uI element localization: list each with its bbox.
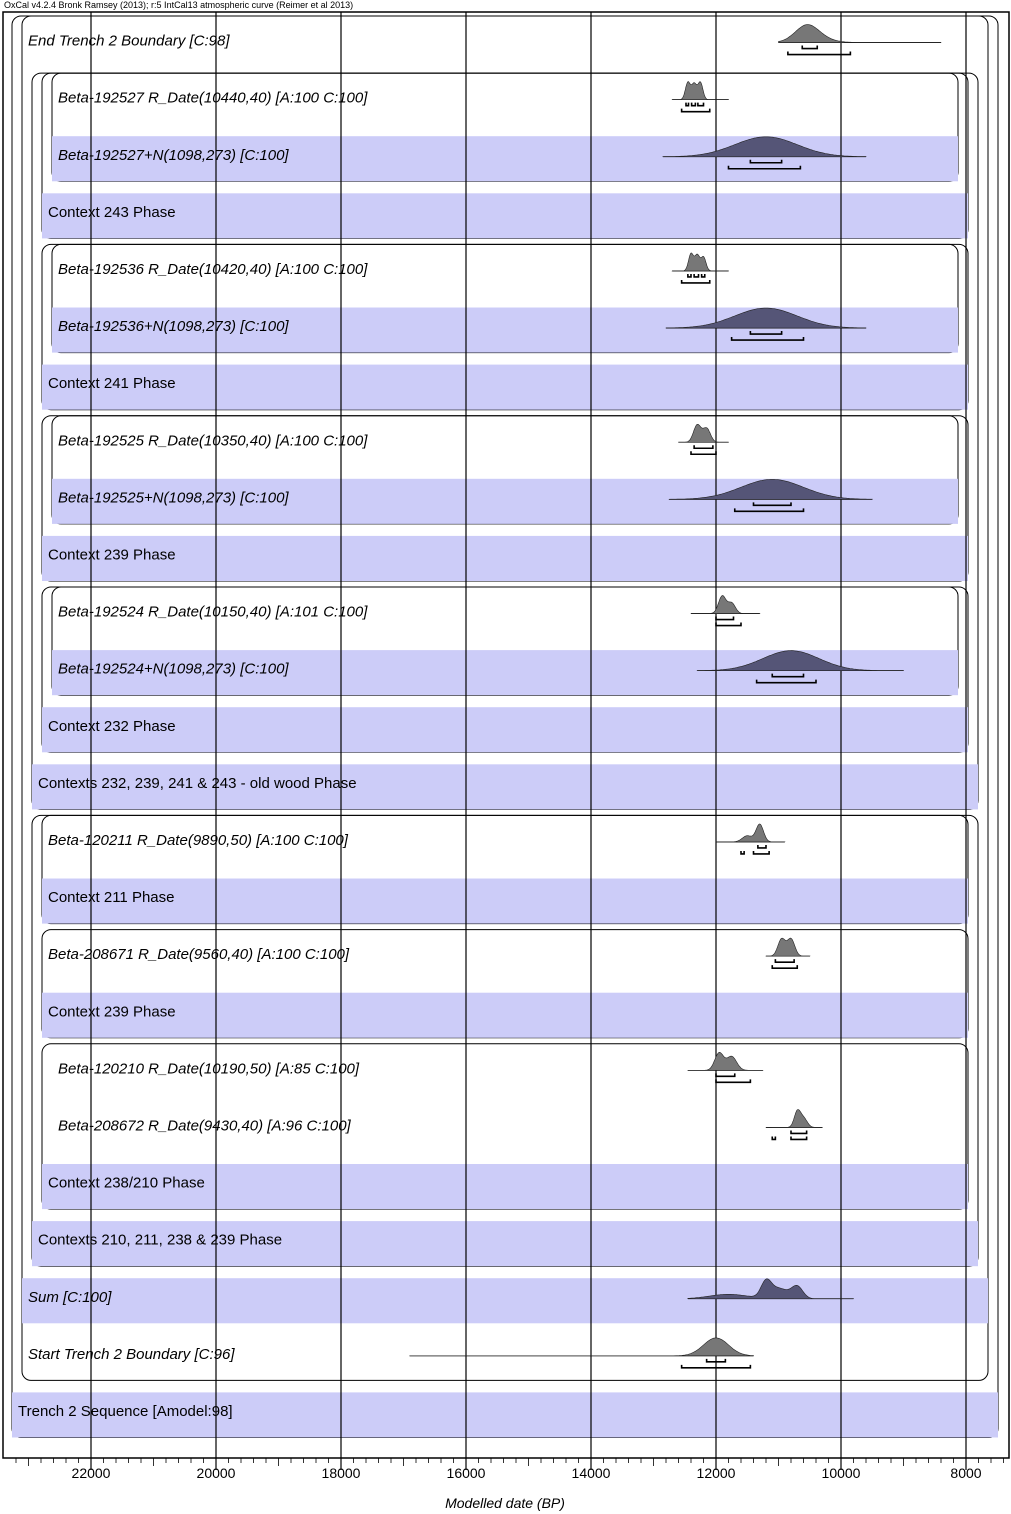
x-tick-label: 14000 xyxy=(571,1465,611,1481)
row-label: Sum [C:100] xyxy=(28,1288,112,1306)
x-tick-label: 18000 xyxy=(321,1465,361,1481)
dist-shape xyxy=(679,424,729,442)
dist-shape xyxy=(688,1052,763,1070)
row-shade xyxy=(42,536,968,581)
row-label: Beta-192524+N(1098,273) [C:100] xyxy=(58,660,289,678)
range-bracket xyxy=(716,1073,735,1076)
row-shade xyxy=(42,365,968,410)
row-label: Contexts 210, 211, 238 & 239 Phase xyxy=(38,1231,283,1249)
dist-shape xyxy=(672,253,728,271)
header-text: OxCal v4.2.4 Bronk Ramsey (2013); r:5 IntCal13 atmospheric curve (Reimer et al 2013) xyxy=(4,0,354,10)
x-axis-title: Modelled date (BP) xyxy=(445,1495,565,1511)
row-label: Trench 2 Sequence [Amodel:98] xyxy=(18,1402,233,1420)
row-label: Context 238/210 Phase xyxy=(48,1174,205,1192)
row-label: Beta-120210 R_Date(10190,50) [A:85 C:100] xyxy=(58,1060,360,1078)
row-label: Context 211 Phase xyxy=(48,889,175,907)
row-label: Context 241 Phase xyxy=(48,375,176,393)
x-tick-label: 20000 xyxy=(196,1465,236,1481)
row-label: Context 243 Phase xyxy=(48,203,176,221)
dist-shape xyxy=(410,1338,754,1356)
range-bracket xyxy=(716,617,734,620)
range-bracket xyxy=(716,1079,750,1082)
range-bracket xyxy=(791,1136,807,1139)
row-label: Beta-208672 R_Date(9430,40) [A:96 C:100] xyxy=(58,1117,351,1135)
row-label: Beta-192524 R_Date(10150,40) [A:101 C:100] xyxy=(58,603,368,621)
dist-shape xyxy=(691,596,760,614)
range-bracket xyxy=(802,46,817,49)
range-bracket xyxy=(758,845,766,848)
range-bracket xyxy=(698,103,704,106)
x-tick-label: 12000 xyxy=(696,1465,736,1481)
row-label: Beta-192536+N(1098,273) [C:100] xyxy=(58,318,289,336)
row-label: Context 239 Phase xyxy=(48,546,176,564)
row-label: Beta-120211 R_Date(9890,50) [A:100 C:100] xyxy=(48,831,348,849)
range-bracket xyxy=(694,274,698,277)
range-bracket xyxy=(791,1130,807,1133)
dist-shape xyxy=(716,824,785,842)
row-shade xyxy=(42,193,968,238)
range-bracket xyxy=(682,280,710,283)
row-label: Beta-192527+N(1098,273) [C:100] xyxy=(58,146,289,164)
row-shade xyxy=(22,1278,988,1323)
range-bracket xyxy=(688,274,691,277)
x-tick-label: 10000 xyxy=(821,1465,861,1481)
dist-shape xyxy=(672,82,728,100)
row-label: Context 239 Phase xyxy=(48,1003,176,1021)
x-tick-label: 8000 xyxy=(950,1465,982,1481)
row-label: Beta-192525+N(1098,273) [C:100] xyxy=(58,489,289,507)
row-shade xyxy=(42,879,968,924)
range-bracket xyxy=(694,445,713,448)
range-bracket xyxy=(772,1136,775,1139)
dist-shape xyxy=(766,1110,822,1128)
row-shade xyxy=(42,707,968,752)
row-label: End Trench 2 Boundary [C:98] xyxy=(28,32,230,50)
range-bracket xyxy=(754,851,770,854)
range-bracket xyxy=(686,103,689,106)
range-bracket xyxy=(692,103,696,106)
range-bracket xyxy=(682,109,710,112)
range-bracket xyxy=(716,623,741,626)
row-label: Beta-208671 R_Date(9560,40) [A:100 C:100] xyxy=(48,946,350,964)
row-label: Contexts 232, 239, 241 & 243 - old wood Phase xyxy=(38,774,357,792)
row-label: Context 232 Phase xyxy=(48,717,176,735)
row-label: Start Trench 2 Boundary [C:96] xyxy=(28,1345,235,1363)
range-bracket xyxy=(775,959,794,962)
x-tick-label: 16000 xyxy=(446,1465,486,1481)
range-bracket xyxy=(702,274,705,277)
x-axis xyxy=(16,1458,1004,1481)
range-bracket xyxy=(691,451,716,454)
range-bracket xyxy=(741,851,744,854)
dist-shape xyxy=(766,938,810,956)
dist-shape xyxy=(779,25,942,43)
row-label: Beta-192536 R_Date(10420,40) [A:100 C:100] xyxy=(58,260,368,278)
range-bracket xyxy=(772,965,797,968)
row-label: Beta-192525 R_Date(10350,40) [A:100 C:100] xyxy=(58,432,368,450)
x-tick-label: 22000 xyxy=(71,1465,111,1481)
row-label: Beta-192527 R_Date(10440,40) [A:100 C:100] xyxy=(58,89,368,107)
row-shade xyxy=(42,993,968,1038)
